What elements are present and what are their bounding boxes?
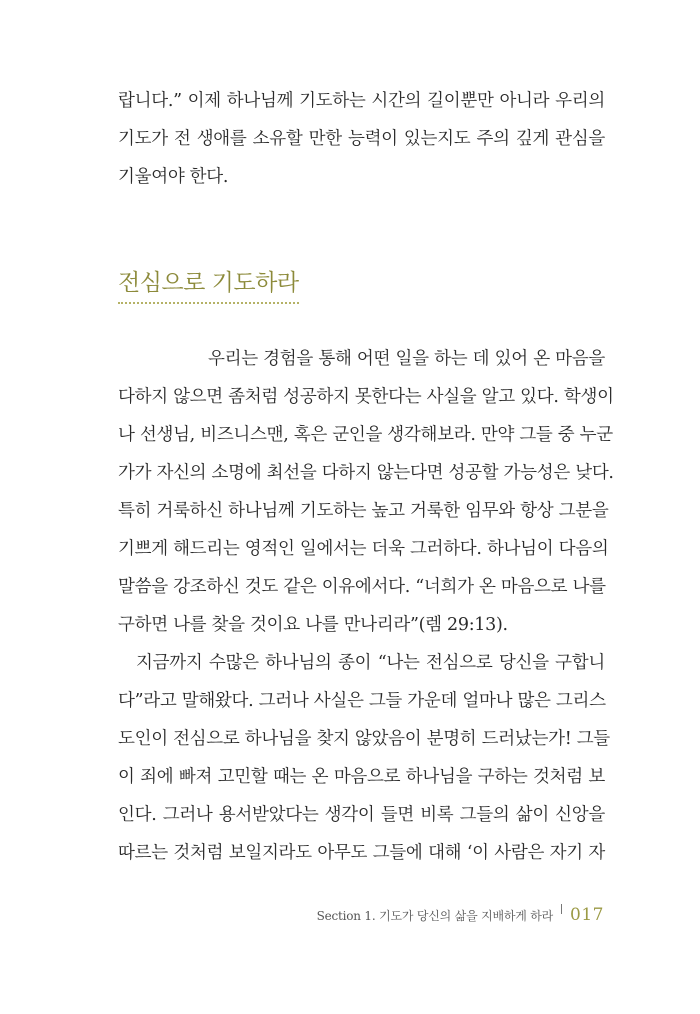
- text-line: 다”라고 말해왔다. 그러나 사실은 그들 가운데 얼마나 많은 그리스: [118, 691, 606, 711]
- text-line: 이 죄에 빠져 고민할 때는 온 마음으로 하나님을 구하는 것처럼 보: [118, 767, 605, 787]
- text-line: 기쁘게 해드리는 영적인 일에서는 더욱 그러하다. 하나님이 다음의: [118, 539, 609, 559]
- page-footer: [317, 902, 604, 928]
- continued-paragraph: [118, 82, 605, 196]
- text-line: 지금까지 수많은 하나님의 종이 “나는 전심으로 당신을 구합니: [136, 653, 605, 673]
- text-line: 기도가 전 생애를 소유할 만한 능력이 있는지도 주의 깊게 관심을: [118, 129, 605, 149]
- text-line: 우리는 경험을 통해 어떤 일을 하는 데 있어 온 마음을: [208, 349, 605, 369]
- text-line: 말씀을 강조하신 것도 같은 이유에서다. “너희가 온 마음으로 나를: [118, 577, 606, 597]
- text-line: 랍니다.” 이제 하나님께 기도하는 시간의 길이뿐만 아니라 우리의: [118, 91, 605, 111]
- text-line: 다하지 않으면 좀처럼 성공하지 못한다는 사실을 알고 있다. 학생이: [118, 387, 614, 407]
- text-line: 구하면 나를 찾을 것이요 나를 만나리라”(렘 29:13).: [118, 615, 508, 635]
- text-line: 도인이 전심으로 하나님을 찾지 않았음이 분명히 드러났는가! 그들: [118, 729, 610, 749]
- section-body: [118, 340, 614, 872]
- text-line: 가가 자신의 소명에 최선을 다하지 않는다면 성공할 가능성은 낮다.: [118, 463, 614, 483]
- running-footer-title: Section 1. 기도가 당신의 삶을 지배하게 하라: [316, 908, 554, 923]
- text-line: 특히 거룩하신 하나님께 기도하는 높고 거룩한 임무와 항상 그분을: [118, 501, 609, 521]
- section-heading: 전심으로 기도하라: [118, 266, 299, 304]
- footer-divider: [561, 904, 562, 914]
- page-number: 017: [570, 905, 604, 925]
- text-line: 따르는 것처럼 보일지라도 아무도 그들에 대해 ‘이 사람은 자기 자: [118, 843, 605, 863]
- text-line: 인다. 그러나 용서받았다는 생각이 들면 비록 그들의 삶이 신앙을: [118, 805, 605, 825]
- text-line: 나 선생님, 비즈니스맨, 혹은 군인을 생각해보라. 만약 그들 중 누군: [118, 425, 613, 445]
- text-line: 기울여야 한다.: [118, 167, 229, 187]
